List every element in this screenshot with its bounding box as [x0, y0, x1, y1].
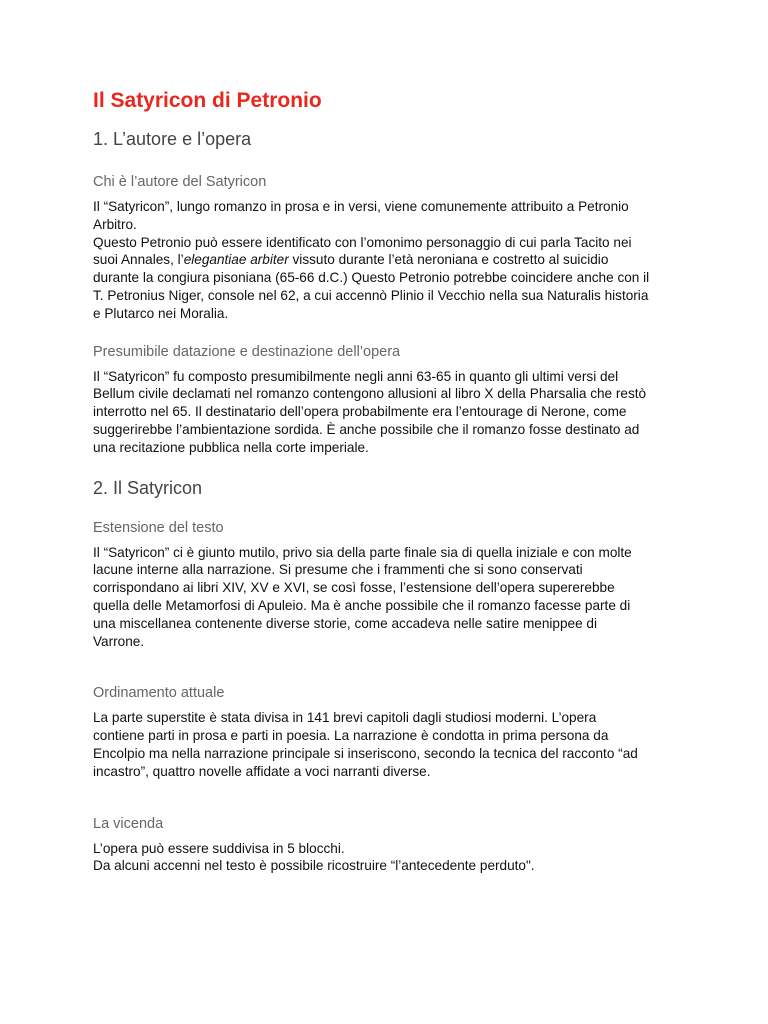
text-line: Varrone. — [93, 633, 145, 649]
text-line: durante la congiura pisoniana (65-66 d.C.) Questo Petronio potrebbe coincidere anche con il — [93, 270, 650, 286]
text-fragment: vissuto durante l’età neroniana e costretto al suicidio — [288, 252, 609, 268]
text-line: Il “Satyricon”, lungo romanzo in prosa e in versi, viene comunemente attribuito a Petronio — [93, 199, 629, 214]
section-heading-autore: 1. L’autore e l’opera — [93, 129, 252, 149]
paragraph-vicenda — [93, 840, 683, 876]
subheading-estensione: Estensione del testo — [93, 519, 224, 536]
paragraph-chi-autore — [93, 198, 683, 323]
text-line: corrispondano ai libri XIV, XV e XVI, se così fosse, l’estensione dell’opera supererebbe — [93, 580, 615, 596]
paragraph-estensione — [93, 544, 683, 651]
text-line: L’opera può essere suddivisa in 5 blocchi. — [93, 840, 345, 856]
text-fragment: suoi Annales, l’ — [93, 252, 184, 268]
text-line: Bellum civile declamati nel romanzo contengono allusioni al libro X della Pharsalia che restò — [93, 386, 647, 402]
text-line: La parte superstite è stata divisa in 141 brevi capitoli dagli studiosi moderni. L’opera — [93, 710, 597, 726]
text-line — [93, 251, 683, 269]
text-line: T. Petronius Niger, console nel 62, a cui accennò Plinio il Vecchio nella sua Naturalis historia — [93, 287, 649, 303]
text-line: interrotto nel 65. Il destinatario dell’opera probabilmente era l’entourage di Nerone, come — [93, 404, 627, 420]
section-heading-satyricon: 2. Il Satyricon — [93, 477, 203, 498]
italic-phrase: elegantiae arbiter — [183, 252, 289, 268]
subheading-datazione: Presumibile datazione e destinazione dell’opera — [93, 343, 401, 360]
document-page — [93, 88, 683, 875]
subheading-chi-autore: Chi è l’autore del Satyricon — [93, 174, 267, 190]
text-line: contiene parti in prosa e parti in poesia. La narrazione è condotta in prima persona da — [93, 728, 609, 744]
subheading-ordinamento: Ordinamento attuale — [93, 685, 225, 702]
text-line: Arbitro. — [93, 216, 137, 232]
text-line: e Plutarco nei Moralia. — [93, 305, 229, 321]
subheading-vicenda: La vicenda — [93, 815, 164, 832]
text-line: Encolpio ma nella narrazione principale si inseriscono, secondo la tecnica del racconto “ad — [93, 745, 638, 761]
text-line: suggerirebbe l’ambientazione sordida. È anche possibile che il romanzo fosse destinato ad — [93, 421, 640, 437]
paragraph-ordinamento — [93, 709, 683, 780]
text-line: Il “Satyricon” fu composto presumibilmente negli anni 63-65 in quanto gli ultimi versi del — [93, 368, 619, 384]
text-line: lacune interne alla narrazione. Si presume che i frammenti che si sono conservati — [93, 562, 583, 578]
document-title: Il Satyricon di Petronio — [93, 89, 322, 112]
text-line: quella delle Metamorfosi di Apuleio. Ma è anche possibile che il romanzo facesse parte di — [93, 597, 631, 613]
text-line: Questo Petronio può essere identificato con l’omonimo personaggio di cui parla Tacito nei — [93, 234, 632, 250]
paragraph-datazione — [93, 368, 683, 457]
text-line: incastro”, quattro novelle affidate a voci narranti diverse. — [93, 763, 431, 779]
text-line: una miscellanea contenente diverse storie, come accadeva nelle satire menippee di — [93, 615, 598, 631]
text-line: Da alcuni accenni nel testo è possibile ricostruire “l’antecedente perduto". — [93, 858, 535, 874]
text-line: una recitazione pubblica nella corte imperiale. — [93, 439, 369, 455]
text-line: Il “Satyricon” ci è giunto mutilo, privo sia della parte finale sia di quella iniziale e con molte — [93, 544, 632, 560]
